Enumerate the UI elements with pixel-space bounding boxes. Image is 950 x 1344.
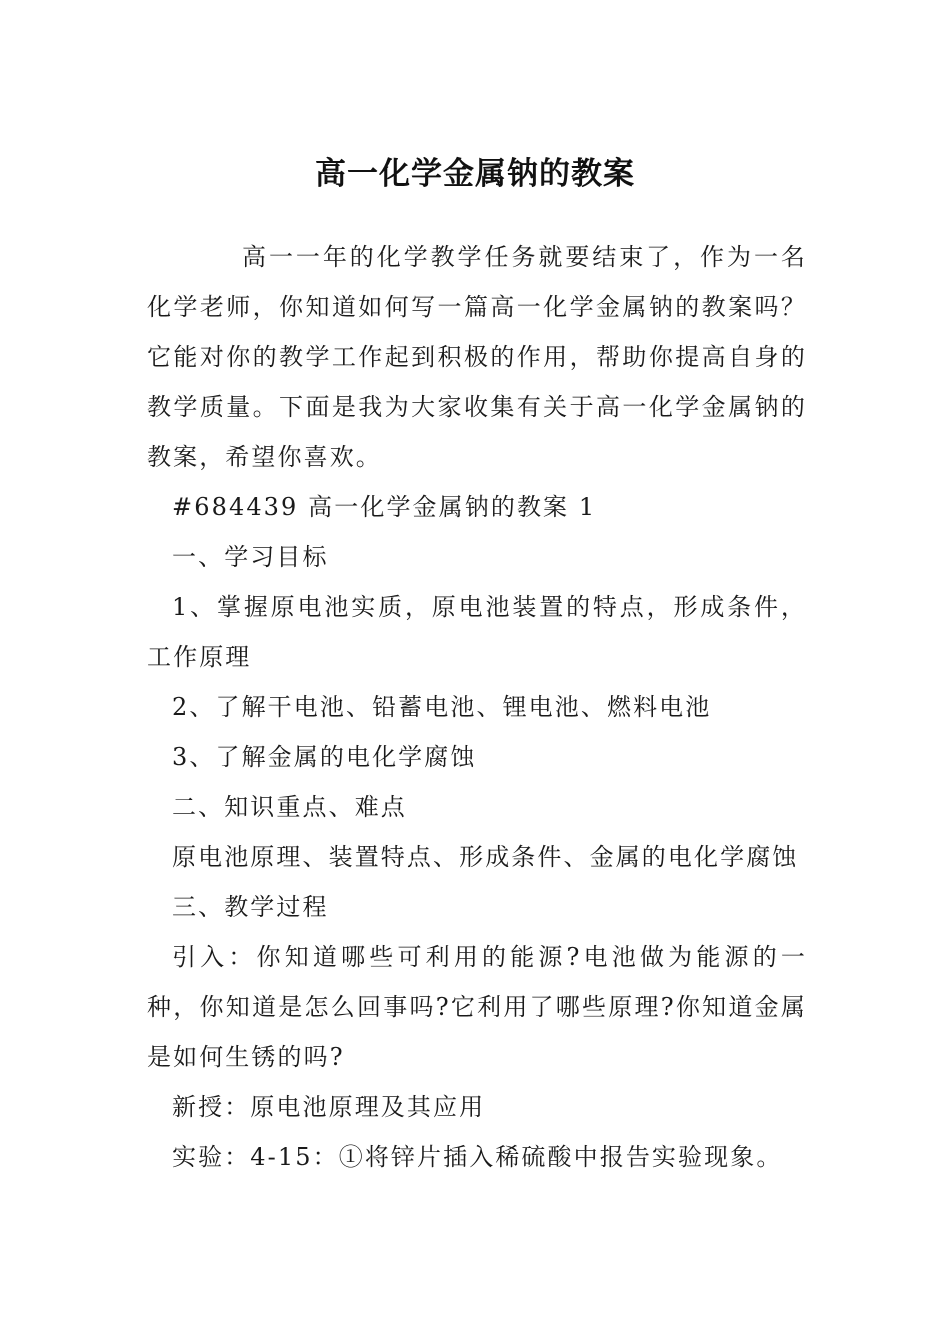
heading-learning-objectives: 一、学习目标: [172, 543, 329, 571]
document-body: [147, 232, 807, 1182]
experiment-text: 实验：4-15：①将锌片插入稀硫酸中报告实验现象。: [172, 1143, 783, 1171]
objective-item-3: 3、了解金属的电化学腐蚀: [172, 743, 477, 771]
heading-teaching-process: 三、教学过程: [172, 893, 329, 921]
intro-paragraph: 高一一年的化学教学任务就要结束了，作为一名化学老师，你知道如何写一篇高一化学金属钠的教案吗？它能对你的教学工作起到积极的作用，帮助你提高自身的教学质量。下面是我为大家收集有关于高一化学金属钠的教案，希望你喜欢。: [147, 243, 807, 471]
section-heading-plan-1: #684439 高一化学金属钠的教案 1: [172, 493, 597, 521]
heading-key-points: 二、知识重点、难点: [172, 793, 407, 821]
key-points-text: 原电池原理、装置特点、形成条件、金属的电化学腐蚀: [172, 843, 799, 871]
document-title: 高一化学金属钠的教案: [315, 155, 635, 192]
new-lesson-text: 新授：原电池原理及其应用: [172, 1093, 486, 1121]
objective-item-2: 2、了解干电池、铅蓄电池、锂电池、燃料电池: [172, 693, 712, 721]
objective-item-1: 1、掌握原电池实质，原电池装置的特点，形成条件，工作原理: [147, 593, 807, 671]
introduction-text: 引入：你知道哪些可利用的能源?电池做为能源的一种，你知道是怎么回事吗?它利用了哪些原理?你知道金属是如何生锈的吗?: [147, 943, 807, 1071]
